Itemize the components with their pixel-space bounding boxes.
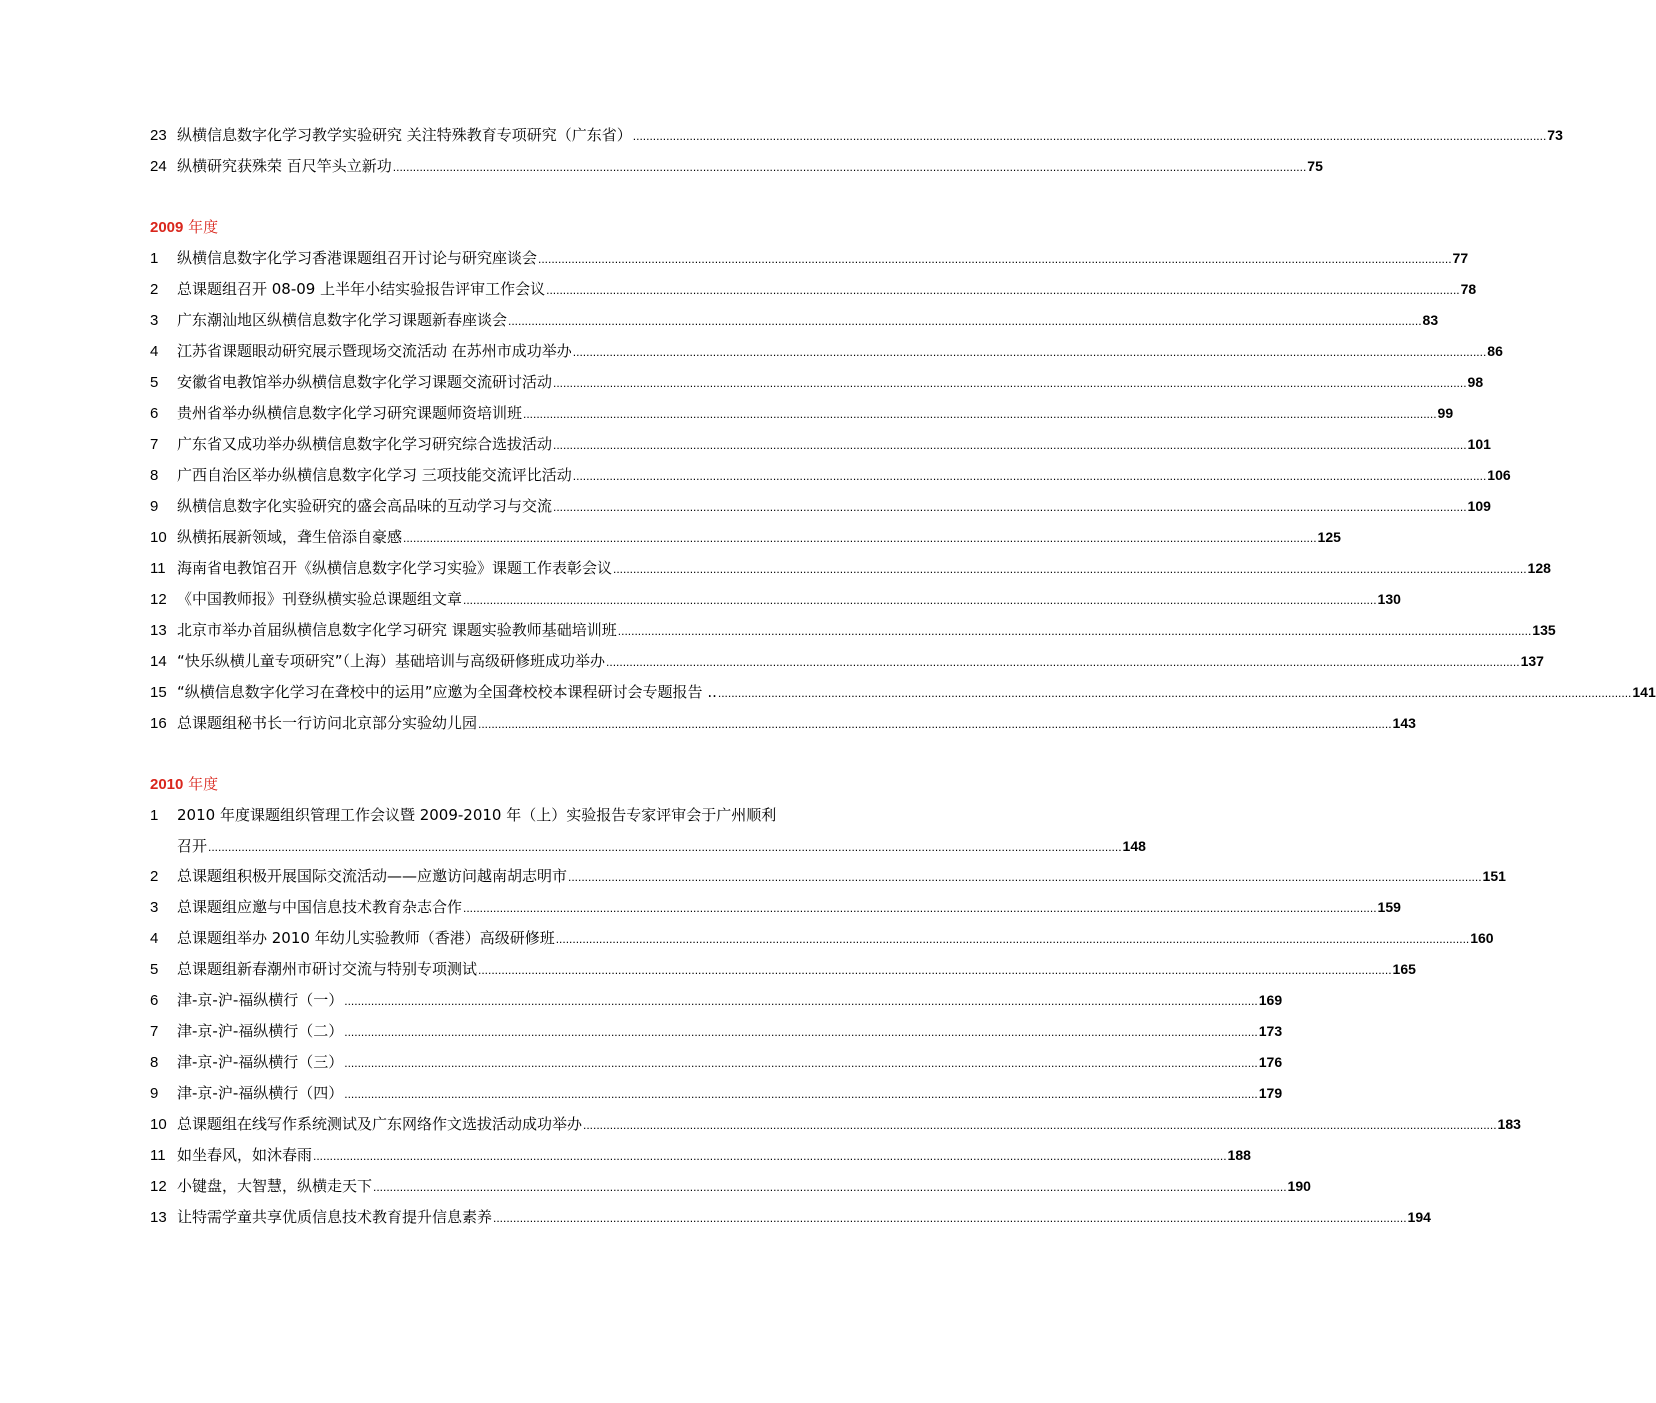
entry-number: 9 [150, 498, 159, 515]
entry-title: 贵州省举办纵横信息数字化学习研究课题师资培训班 [177, 404, 523, 422]
entry-number: 5 [150, 374, 159, 391]
toc-entry[interactable] [150, 892, 1401, 923]
toc-entry[interactable] [150, 336, 1503, 367]
toc-entry[interactable] [150, 429, 1491, 460]
table-of-contents [150, 120, 1656, 1233]
entry-number: 7 [150, 1023, 159, 1040]
toc-entry[interactable] [150, 646, 1544, 677]
entry-title: 纵横研究获殊荣 百尺竿头立新功 [177, 157, 392, 175]
entry-number: 14 [150, 653, 167, 670]
entry-number: 12 [150, 591, 167, 608]
entry-title: “纵横信息数字化学习在聋校中的运用”应邀为全国聋校校本课程研讨会专题报告 .. [177, 683, 717, 701]
entry-title: 纵横拓展新领域，聋生倍添自豪感 [177, 528, 403, 546]
entry-title: 津-京-沪-福纵横行（二） [177, 1022, 344, 1040]
entry-title: 小键盘，大智慧，纵横走天下 [177, 1177, 373, 1195]
entry-page-number: 99 [1437, 405, 1454, 421]
entry-number: 6 [150, 405, 159, 422]
toc-entry[interactable] [150, 800, 1146, 861]
entry-number: 1 [150, 807, 159, 824]
entry-number: 12 [150, 1178, 167, 1195]
entry-title: 纵横信息数字化学习香港课题组召开讨论与研究座谈会 [177, 249, 538, 267]
leader-dots [478, 955, 1392, 986]
leader-dots [344, 1017, 1258, 1048]
toc-top-entries [150, 120, 1563, 182]
toc-entry[interactable] [150, 923, 1494, 954]
toc-entry[interactable] [150, 584, 1401, 615]
entry-title: 广西自治区举办纵横信息数字化学习 三项技能交流评比活动 [177, 466, 572, 484]
entry-title: 让特需学童共享优质信息技术教育提升信息素养 [177, 1208, 493, 1226]
leader-dots [568, 862, 1482, 893]
toc-entry[interactable] [150, 985, 1283, 1016]
section-gap [150, 182, 842, 212]
entry-title: 总课题组应邀与中国信息技术教育杂志合作 [177, 898, 463, 916]
entry-page-number: 106 [1487, 467, 1511, 483]
leader-dots [618, 616, 1532, 647]
leader-dots [373, 1172, 1287, 1203]
entry-page-number: 101 [1467, 436, 1491, 452]
entry-number: 10 [150, 529, 167, 546]
leader-dots [553, 492, 1467, 523]
leader-dots [583, 1110, 1497, 1141]
entry-number: 2 [150, 868, 159, 885]
year-suffix: 年度 [183, 218, 219, 236]
entry-number: 5 [150, 961, 159, 978]
entry-title: 广东潮汕地区纵横信息数字化学习课题新春座谈会 [177, 311, 508, 329]
entry-page-number: 78 [1460, 281, 1477, 297]
year-heading-2009 [150, 212, 842, 243]
entry-page-number: 179 [1258, 1085, 1283, 1101]
entry-title: 北京市举办首届纵横信息数字化学习研究 课题实验教师基础培训班 [177, 621, 617, 639]
leader-dots [573, 337, 1487, 368]
entry-number: 3 [150, 312, 159, 329]
toc-entry[interactable] [150, 1140, 1251, 1171]
toc-entry[interactable] [150, 305, 1439, 336]
entry-title: 《中国教师报》刊登纵横实验总课题组文章 [177, 590, 463, 608]
entry-title-line1: 2010 年度课题组织管理工作会议暨 2009-2010 年（上）实验报告专家评审会于广州顺利 [177, 806, 777, 824]
entry-number: 13 [150, 1209, 167, 1226]
entry-page-number: 141 [1632, 684, 1656, 700]
toc-entry[interactable] [150, 954, 1416, 985]
entry-title: 海南省电教馆召开《纵横信息数字化学习实验》课题工作表彰会议 [177, 559, 613, 577]
year-heading-2010 [150, 769, 842, 800]
entry-title: 总课题组举办 2010 年幼儿实验教师（香港）高级研修班 [177, 929, 555, 947]
entry-page-number: 160 [1470, 930, 1494, 946]
leader-dots [546, 275, 1460, 306]
entry-page-number: 190 [1287, 1178, 1311, 1194]
entry-number: 23 [150, 127, 167, 144]
leader-dots [633, 121, 1547, 152]
entry-number: 7 [150, 436, 159, 453]
entry-number: 4 [150, 343, 159, 360]
entry-page-number: 98 [1467, 374, 1484, 390]
leader-dots [463, 585, 1377, 616]
leader-dots [344, 986, 1258, 1017]
toc-2009-entries [150, 243, 1656, 739]
entry-page-number: 148 [1122, 838, 1146, 854]
toc-entry[interactable] [150, 243, 1469, 274]
toc-entry[interactable] [150, 677, 1656, 708]
entry-title: 总课题组积极开展国际交流活动——应邀访问越南胡志明市 [177, 867, 568, 885]
leader-dots [613, 554, 1527, 585]
entry-title: 总课题组新春潮州市研讨交流与特别专项测试 [177, 960, 478, 978]
entry-number: 6 [150, 992, 159, 1009]
entry-page-number: 77 [1452, 250, 1469, 266]
toc-entry[interactable] [150, 861, 1506, 892]
leader-dots [553, 368, 1467, 399]
entry-page-number: 125 [1317, 529, 1341, 545]
entry-number: 1 [150, 250, 159, 267]
entry-number: 11 [150, 560, 166, 577]
entry-title: 纵横信息数字化实验研究的盛会高品味的互动学习与交流 [177, 497, 553, 515]
toc-entry[interactable] [150, 1047, 1283, 1078]
leader-dots [606, 647, 1520, 678]
entry-title-line2: 召开 [177, 837, 208, 855]
entry-title: 津-京-沪-福纵横行（四） [177, 1084, 344, 1102]
toc-entry[interactable] [150, 1202, 1431, 1233]
entry-number: 4 [150, 930, 159, 947]
entry-title: 总课题组召开 08-09 上半年小结实验报告评审工作会议 [177, 280, 546, 298]
entry-page-number: 83 [1422, 312, 1439, 328]
year-number: 2010 [150, 776, 184, 793]
year-suffix: 年度 [183, 775, 219, 793]
toc-entry[interactable] [150, 151, 1323, 182]
leader-dots [523, 399, 1437, 430]
entry-title: 总课题组秘书长一行访问北京部分实验幼儿园 [177, 714, 478, 732]
entry-number: 8 [150, 467, 159, 484]
entry-title: 津-京-沪-福纵横行（一） [177, 991, 344, 1009]
leader-dots [478, 709, 1392, 740]
entry-number: 13 [150, 622, 167, 639]
entry-title: “快乐纵横儿童专项研究”（上海）基础培训与高级研修班成功举办 [177, 652, 606, 670]
section-gap [150, 739, 842, 769]
entry-number: 9 [150, 1085, 159, 1102]
leader-dots [508, 306, 1422, 337]
entry-number: 24 [150, 158, 167, 175]
toc-entry[interactable] [150, 615, 1556, 646]
leader-dots [493, 1203, 1407, 1234]
toc-entry[interactable] [150, 1016, 1283, 1047]
toc-entry[interactable] [150, 1171, 1311, 1202]
toc-entry[interactable] [150, 398, 1454, 429]
entry-title: 如坐春风，如沐春雨 [177, 1146, 313, 1164]
entry-page-number: 75 [1307, 158, 1323, 174]
entry-title: 纵横信息数字化学习教学实验研究 关注特殊教育专项研究（广东省） [177, 126, 632, 144]
entry-number: 3 [150, 899, 159, 916]
entry-title: 广东省又成功举办纵横信息数字化学习研究综合选拔活动 [177, 435, 553, 453]
entry-page-number: 173 [1258, 1023, 1283, 1039]
entry-page-number: 137 [1520, 653, 1544, 669]
entry-page-number: 176 [1258, 1054, 1283, 1070]
leader-dots [718, 678, 1632, 709]
toc-entry[interactable] [150, 491, 1491, 522]
entry-page-number: 86 [1487, 343, 1503, 359]
toc-entry[interactable] [150, 1109, 1521, 1140]
entry-page-number: 183 [1497, 1116, 1521, 1132]
leader-dots [344, 1079, 1258, 1110]
leader-dots [208, 832, 1122, 862]
entry-title: 安徽省电教馆举办纵横信息数字化学习课题交流研讨活动 [177, 373, 553, 391]
entry-number: 8 [150, 1054, 159, 1071]
entry-number: 10 [150, 1116, 167, 1133]
toc-entry[interactable] [150, 1078, 1283, 1109]
entry-page-number: 165 [1392, 961, 1416, 977]
entry-page-number: 188 [1227, 1147, 1251, 1163]
leader-dots [344, 1048, 1258, 1079]
entry-page-number: 169 [1258, 992, 1283, 1008]
entry-page-number: 130 [1377, 591, 1401, 607]
entry-title: 总课题组在线写作系统测试及广东网络作文选拔活动成功举办 [177, 1115, 583, 1133]
toc-2010-entries [150, 861, 1521, 1233]
toc-entry[interactable] [150, 708, 1416, 739]
entry-page-number: 159 [1377, 899, 1401, 915]
entry-number: 11 [150, 1147, 166, 1164]
toc-entry[interactable] [150, 522, 1341, 553]
toc-entry[interactable] [150, 553, 1551, 584]
leader-dots [313, 1141, 1227, 1172]
leader-dots [556, 924, 1470, 955]
toc-entry[interactable] [150, 120, 1563, 151]
entry-title: 津-京-沪-福纵横行（三） [177, 1053, 344, 1071]
year-number: 2009 [150, 219, 184, 236]
leader-dots [538, 244, 1452, 275]
entry-title: 江苏省课题眼动研究展示暨现场交流活动 在苏州市成功举办 [177, 342, 572, 360]
entry-page-number: 135 [1532, 622, 1556, 638]
entry-number: 15 [150, 684, 167, 701]
entry-page-number: 109 [1467, 498, 1491, 514]
leader-dots [553, 430, 1467, 461]
toc-entry[interactable] [150, 367, 1484, 398]
toc-entry[interactable] [150, 274, 1477, 305]
leader-dots [403, 523, 1317, 554]
entry-number: 2 [150, 281, 159, 298]
entry-page-number: 143 [1392, 715, 1416, 731]
entry-page-number: 128 [1527, 560, 1551, 576]
entry-page-number: 151 [1482, 868, 1506, 884]
entry-page-number: 73 [1547, 127, 1563, 143]
leader-dots [463, 893, 1377, 924]
toc-entry[interactable] [150, 460, 1511, 491]
entry-number: 16 [150, 715, 167, 732]
leader-dots [573, 461, 1487, 492]
leader-dots [393, 152, 1307, 183]
entry-page-number: 194 [1407, 1209, 1431, 1225]
